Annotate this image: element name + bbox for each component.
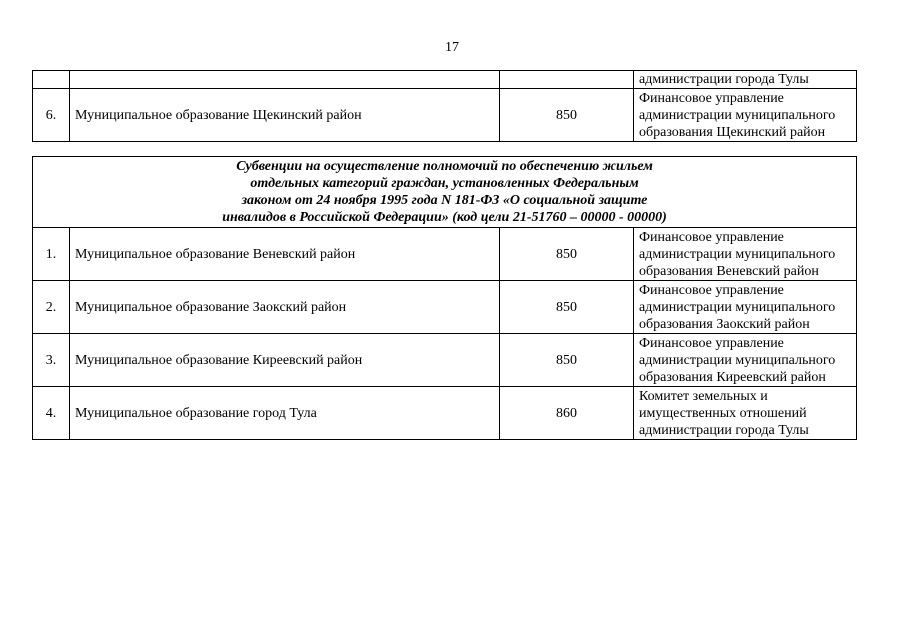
responsible-body-line: администрации муниципального xyxy=(639,107,836,123)
responsible-body-line: администрации города Тулы xyxy=(639,422,809,438)
code-value: 850 xyxy=(500,89,634,142)
row-number: 2. xyxy=(33,281,70,334)
row-number: 6. xyxy=(33,89,70,142)
section-header-line: инвалидов в Российской Федерации» (код цели 21-51760 – 00000 - 00000) xyxy=(222,210,667,225)
code-value: 850 xyxy=(500,228,634,281)
responsible-body-line: Финансовое управление xyxy=(639,282,784,298)
page-number: 17 xyxy=(445,40,459,55)
row-number xyxy=(33,71,70,89)
responsible-body-line: имущественных отношений xyxy=(639,405,807,421)
responsible-body-line: образования Заокский район xyxy=(639,316,810,332)
responsible-body xyxy=(634,334,857,387)
section-header-line: Субвенции на осуществление полномочий по обеспечению жильем xyxy=(236,159,653,174)
responsible-body-line: Финансовое управление xyxy=(639,335,784,351)
responsible-body-line: образования Щекинский район xyxy=(639,124,826,140)
continuation-table xyxy=(32,70,857,142)
row-number: 1. xyxy=(33,228,70,281)
code-value: 850 xyxy=(500,281,634,334)
responsible-body-line: образования Веневский район xyxy=(639,263,819,279)
responsible-body xyxy=(634,89,857,142)
row-number: 3. xyxy=(33,334,70,387)
table-row xyxy=(33,334,857,387)
subventions-table xyxy=(32,156,857,440)
municipality-name xyxy=(70,71,500,89)
responsible-body: администрации города Тулы xyxy=(634,71,857,89)
table-row xyxy=(33,281,857,334)
municipality-name: Муниципальное образование Киреевский район xyxy=(70,334,500,387)
table-row xyxy=(33,89,857,142)
section-header-line: законом от 24 ноября 1995 года N 181-ФЗ «О социальной защите xyxy=(241,193,648,208)
table-row xyxy=(33,71,857,89)
responsible-body-line: Финансовое управление xyxy=(639,90,784,106)
responsible-body-line: Финансовое управление xyxy=(639,229,784,245)
responsible-body-line: администрации муниципального xyxy=(639,352,836,368)
code-value: 850 xyxy=(500,334,634,387)
section-header-row xyxy=(33,157,857,228)
row-number: 4. xyxy=(33,387,70,440)
municipality-name: Муниципальное образование Веневский район xyxy=(70,228,500,281)
responsible-body-line: образования Киреевский район xyxy=(639,369,826,385)
responsible-body xyxy=(634,387,857,440)
municipality-name: Муниципальное образование город Тула xyxy=(70,387,500,440)
responsible-body-line: администрации муниципального xyxy=(639,246,836,262)
code-value xyxy=(500,71,634,89)
section-header-line: отдельных категорий граждан, установленных Федеральным xyxy=(250,176,639,191)
municipality-name: Муниципальное образование Заокский район xyxy=(70,281,500,334)
code-value: 860 xyxy=(500,387,634,440)
section-header xyxy=(33,157,857,228)
table-row xyxy=(33,387,857,440)
responsible-body xyxy=(634,281,857,334)
responsible-body-line: Комитет земельных и xyxy=(639,388,768,404)
responsible-body xyxy=(634,228,857,281)
municipality-name: Муниципальное образование Щекинский район xyxy=(70,89,500,142)
responsible-body-line: администрации муниципального xyxy=(639,299,836,315)
table-row xyxy=(33,228,857,281)
